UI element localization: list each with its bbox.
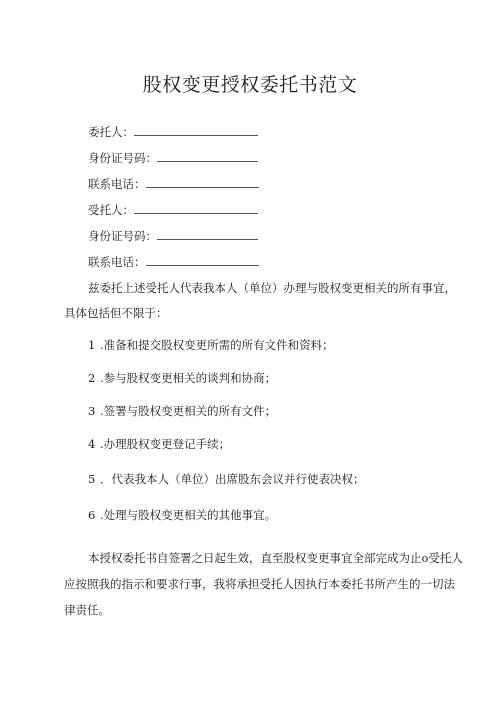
agent-id-label: 身份证号码： xyxy=(88,229,157,243)
list-item xyxy=(88,472,365,486)
agent-id-field xyxy=(88,229,258,243)
closing-line-2: 应按照我的指示和要求行事，我将承担受托人因执行本委托书所产生的一切法 xyxy=(64,577,455,591)
list-item-number: 6 xyxy=(88,508,96,522)
closing-line-1: 本授权委托书自签署之日起生效，直至股权变更事宜全部完成为止o受托人 xyxy=(88,551,463,565)
list-item xyxy=(88,508,276,522)
list-item-text: ．代表我本人（单位）出席股东会议并行使表决权； xyxy=(100,472,365,486)
list-item-number: 3 xyxy=(88,404,96,418)
list-item xyxy=(88,338,334,352)
agent-name-blank xyxy=(134,203,258,214)
intro-line-1: 兹委托上述受托人代表我本人（单位）办理与股权变更相关的所有事宜， xyxy=(88,281,456,295)
agent-name-label: 受托人： xyxy=(88,203,134,217)
principal-id-field xyxy=(88,151,258,165)
list-item-number: 4 xyxy=(88,437,96,451)
principal-phone-label: 联系电话： xyxy=(88,177,146,191)
principal-id-blank xyxy=(157,151,258,162)
list-item-number: 1 xyxy=(88,338,96,352)
agent-phone-blank xyxy=(146,255,259,266)
list-item-text: .处理与股权变更相关的其他事宜。 xyxy=(100,508,277,522)
list-item-number: 2 xyxy=(88,371,96,385)
document-title: 股权变更授权委托书范文 xyxy=(142,74,358,96)
list-item-text: .办理股权变更登记手续； xyxy=(100,437,231,451)
list-item xyxy=(88,371,276,385)
list-item-text: .参与股权变更相关的谈判和协商； xyxy=(100,371,277,385)
principal-phone-blank xyxy=(146,177,259,188)
principal-name-blank xyxy=(134,125,258,136)
principal-id-label: 身份证号码： xyxy=(88,151,157,165)
list-item xyxy=(88,437,230,451)
agent-phone-label: 联系电话： xyxy=(88,255,146,269)
principal-name-field xyxy=(88,125,258,139)
principal-phone-field xyxy=(88,177,259,191)
list-item xyxy=(88,404,276,418)
agent-id-blank xyxy=(157,229,258,240)
agent-name-field xyxy=(88,203,258,217)
list-item-number: 5 xyxy=(88,472,96,486)
closing-line-3: 律责任。 xyxy=(64,603,110,617)
agent-phone-field xyxy=(88,255,259,269)
list-item-text: .准备和提交股权变更所需的所有文件和资料； xyxy=(100,338,334,352)
principal-name-label: 委托人： xyxy=(88,125,134,139)
intro-line-2: 具体包括但不限于： xyxy=(64,306,168,320)
list-item-text: .签署与股权变更相关的所有文件； xyxy=(100,404,277,418)
